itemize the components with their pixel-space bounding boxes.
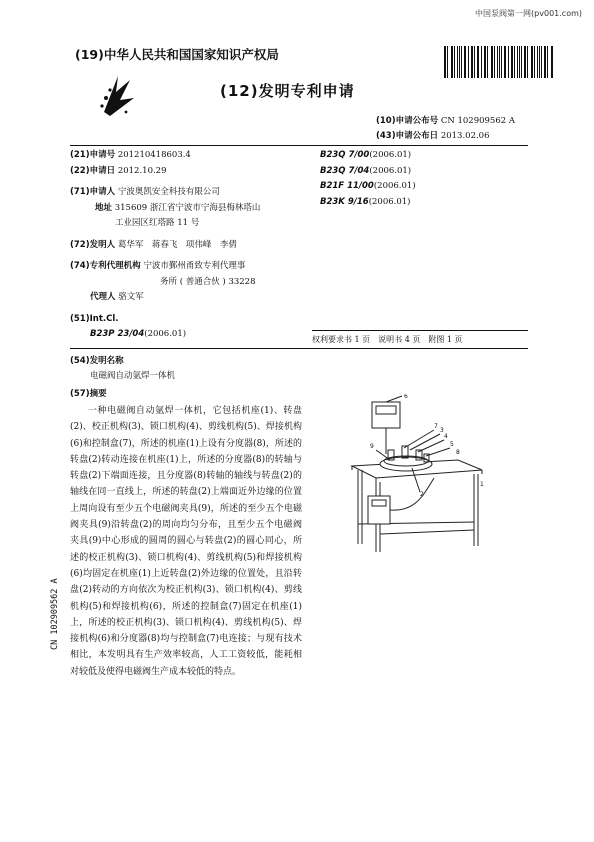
address-row — [70, 201, 320, 217]
abstract-text: 一种电磁阀自动氩焊一体机，它包括机座(1)、转盘(2)、校正机构(3)、锁口机构(4)、剪线机构(5)、焊接机构(6)和控制盒(7)，所述的机座(1)上设有分度器(8)，所述的转盘(2)转动连接在机座(1)上，所述的分度器(8)的转轴与转盘(2)下端面连接，且分度器(8)转轴的轴线与转盘(2)的轴线在同一直线上，所述的转盘(2)上端面近外边缘的位置上周向设有至少五个电磁阀夹具(9)，所述的至少五个电磁阀夹具(9)沿转盘(2)的周向均匀分布，且至少五个电磁阀夹具(9)中心形成的圆周的圆心与转盘(2)的圆心同心，所述的校正机构(3)、锁口机构(4)、剪线机构(5)和焊接机构(6)均固定在机座(1)上近转盘(2)外边缘的位置处，且沿转盘(2)转动的方向依次为校正机构(3)、锁口机构(4)、剪线机构(5)和焊接机构(6)，所述的控制盒(7)固定在机座(1)上，所述的校正机构(3)、锁口机构(4)、剪线机构(5)、焊接机构(6)和分度器(8)均与控制盒(7)电连接；与现有技术相比，本发明具有生产效率较高，人工工资较低，能耗相对较低及使得电磁阀生产成本较低的特点。 — [70, 406, 302, 677]
publication-info — [376, 114, 515, 144]
patent-office-header — [75, 45, 279, 63]
intcl-first-row — [70, 327, 320, 343]
title-label: 发明名称 — [89, 356, 124, 366]
intcl-label: Int.Cl. — [89, 313, 119, 324]
patent-office-logo — [96, 72, 142, 118]
ipc-entry — [320, 179, 416, 195]
pages-summary: 权利要求书 1 页 说明书 4 页 附图 1 页 — [312, 335, 463, 344]
figure-callout-label: 9 — [370, 443, 374, 450]
application-number-row — [70, 148, 320, 164]
abstract-code: (57) — [70, 389, 90, 399]
barcode — [444, 46, 554, 78]
address-line1: 315609 浙江省宁波市宁海县梅林塔山 — [114, 202, 261, 213]
ipc-year: (2006.01) — [369, 165, 412, 176]
ipc-entry — [320, 148, 416, 164]
doc-type-code: (12) — [220, 82, 259, 100]
pub-date-value: 2013.02.06 — [440, 131, 490, 141]
ipc-year: (2006.01) — [373, 181, 416, 191]
app-no-label: 申请号 — [89, 150, 116, 160]
pub-date-label: 申请公布日 — [395, 131, 439, 141]
ipc-entry — [320, 195, 416, 211]
figure-callout-label: 2 — [420, 491, 424, 498]
abstract-heading — [70, 387, 107, 399]
intcl-first-year: (2006.01) — [144, 329, 187, 339]
inventor-row — [70, 238, 320, 254]
app-no-value: 201210418603.4 — [117, 150, 191, 160]
applicant-label: 申请人 — [89, 187, 116, 197]
pub-number-label: 申请公布号 — [395, 116, 439, 126]
abstract-text-block — [70, 403, 302, 680]
ipc-code: B21F 11/00 — [320, 181, 374, 191]
app-date-value: 2012.10.29 — [117, 165, 167, 176]
agency-line1: 宁波市鄞州甬致专利代理事 — [143, 261, 246, 271]
figure-callout-label: 3 — [440, 427, 444, 434]
ipc-code: B23K 9/16 — [320, 196, 369, 207]
pages-top-divider — [312, 330, 528, 331]
applicant-code: (71) — [70, 187, 90, 197]
figure-callout-label: 4 — [444, 433, 448, 440]
agency-line2: 务所 ( 普通合伙 ) 33228 — [160, 276, 256, 287]
app-date-label: 申请日 — [89, 165, 116, 176]
header-divider — [70, 145, 528, 146]
office-name: 中华人民共和国国家知识产权局 — [103, 47, 279, 62]
application-date-row — [70, 164, 320, 180]
intcl-first-code: B23P 23/04 — [90, 329, 145, 339]
abstract-label: 摘要 — [89, 389, 107, 399]
pub-number-value: CN 102909562 A — [440, 116, 515, 126]
inventor-value: 葛华军 蒋春飞 项伟峰 李倩 — [117, 239, 237, 250]
intcl-row — [70, 312, 320, 328]
site-watermark: 中国泵阀第一网(pv001.com) — [475, 9, 582, 18]
address-label: 地址 — [95, 202, 113, 213]
side-publication-number: CN 102909562 A — [50, 578, 60, 650]
pub-date-code: (43) — [376, 131, 396, 141]
ipc-year: (2006.01) — [369, 150, 412, 160]
ipc-entry — [320, 164, 416, 180]
inventor-code: (72) — [70, 239, 90, 250]
agent-row — [70, 290, 320, 306]
intcl-code: (51) — [70, 313, 90, 324]
agent-value: 骆文军 — [118, 292, 144, 302]
figure-callout-label: 6 — [404, 394, 408, 400]
address-line2: 工业园区红塔路 11 号 — [115, 218, 200, 228]
inventor-label: 发明人 — [89, 239, 116, 250]
title-section — [70, 354, 175, 381]
publication-number-row — [376, 114, 515, 129]
doc-type: 发明专利申请 — [258, 82, 355, 100]
biblio-divider — [70, 348, 528, 349]
applicant-row — [70, 185, 320, 201]
ipc-classification-list — [320, 148, 416, 210]
pub-number-code: (10) — [376, 116, 396, 126]
applicant-value: 宁波奥凯安全科技有限公司 — [117, 187, 220, 197]
ipc-year: (2006.01) — [368, 196, 411, 207]
app-date-code: (22) — [70, 165, 90, 176]
bibliographic-data — [70, 148, 320, 343]
agency-row — [70, 259, 320, 275]
figure-callout-label: 8 — [456, 449, 460, 456]
ipc-code: B23Q 7/04 — [320, 165, 370, 176]
document-type-title — [220, 80, 355, 101]
ipc-code: B23Q 7/00 — [320, 150, 370, 160]
agent-label: 代理人 — [90, 292, 116, 302]
figure-callout-label: 7 — [434, 423, 438, 430]
office-code: (19) — [75, 47, 104, 62]
app-no-code: (21) — [70, 150, 90, 160]
invention-title: 电磁阀自动氩焊一体机 — [90, 371, 176, 381]
figure-callout-label: 1 — [480, 481, 484, 488]
publication-date-row — [376, 129, 515, 144]
figure-callout-label: 5 — [450, 441, 454, 448]
machine-figure — [346, 394, 486, 554]
agency-label: 专利代理机构 — [89, 261, 141, 271]
title-code: (54) — [70, 356, 90, 366]
agency-code: (74) — [70, 261, 90, 271]
